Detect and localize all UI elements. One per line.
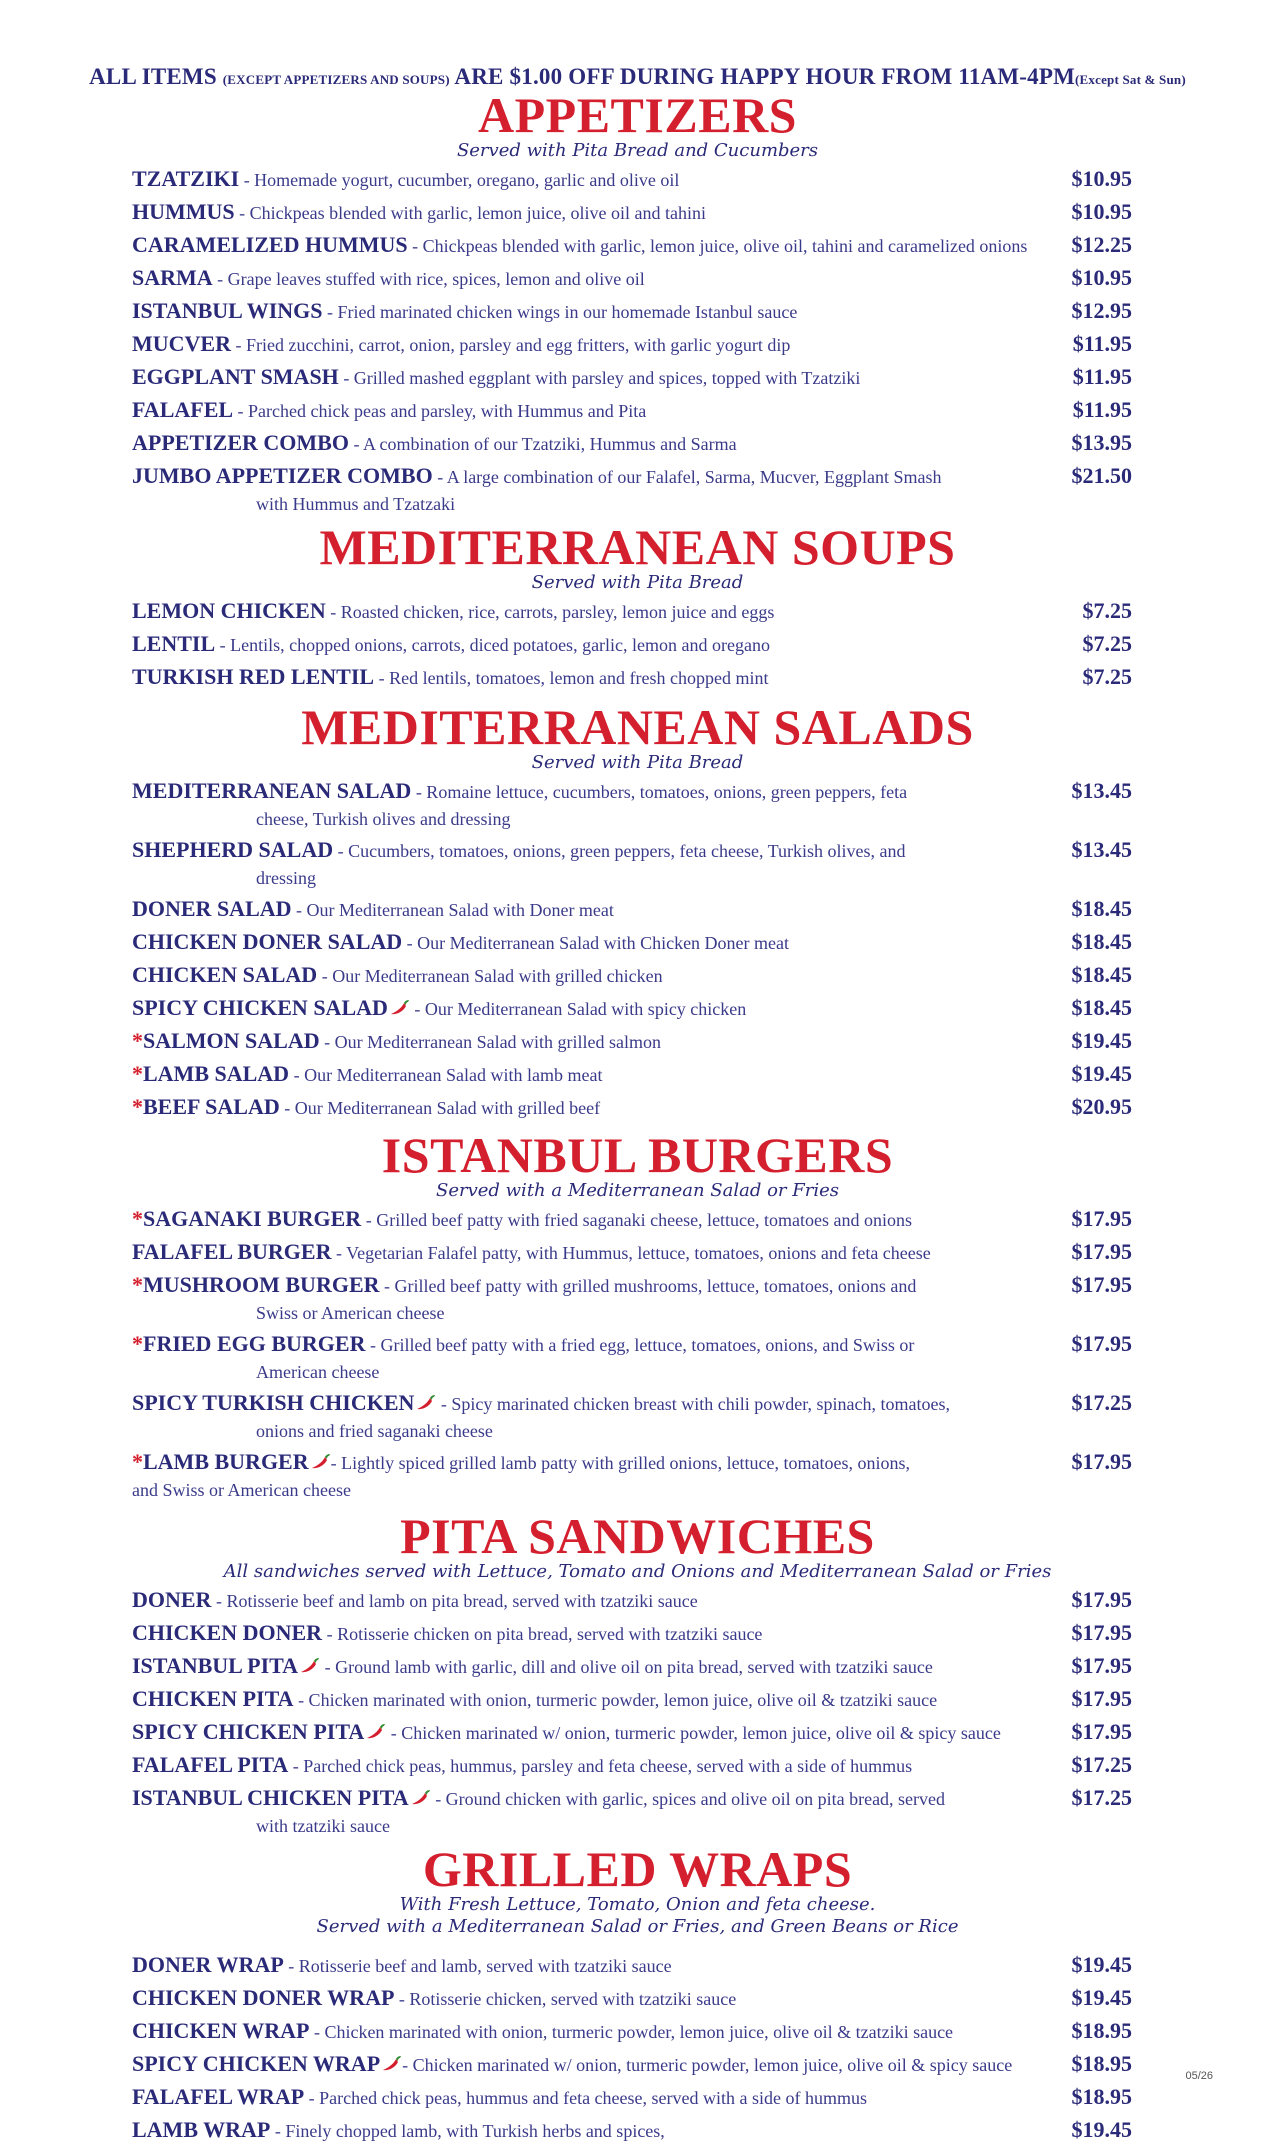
menu-item-text <box>132 2051 1037 2079</box>
menu-item <box>132 1752 1132 1780</box>
menu-item <box>132 1239 1132 1267</box>
menu-item-price: $17.95 <box>1071 1686 1132 1711</box>
menu-item-text <box>132 1719 1037 1747</box>
menu-item-description: - Our Mediterranean Salad with grilled beef <box>279 1098 601 1118</box>
menu-item-description: - Our Mediterranean Salad with Doner meat <box>291 900 614 920</box>
menu-item-price: $11.95 <box>1072 364 1132 389</box>
menu-item-name: LENTIL <box>132 631 216 656</box>
menu-item-price: $12.25 <box>1071 232 1132 257</box>
menu-item-description: - Our Mediterranean Salad with lamb meat <box>289 1065 603 1085</box>
chili-pepper-icon <box>298 1657 320 1675</box>
menu-item-description: - Parched chick peas and parsley, with Hummus and Pita <box>233 401 647 421</box>
menu-item-text <box>132 1620 1037 1648</box>
menu-item-name: DONER <box>132 1587 212 1612</box>
menu-item-name: LAMB SALAD <box>143 1061 290 1086</box>
menu-item-name: ISTANBUL WINGS <box>132 298 323 323</box>
menu-item-list <box>132 598 1132 692</box>
menu-item-name: CHICKEN WRAP <box>132 2018 310 2043</box>
menu-item-price: $19.45 <box>1071 1061 1132 1086</box>
menu-item-description: - Red lentils, tomatoes, lemon and fresh chopped mint <box>374 668 769 688</box>
menu-item-name: FALAFEL PITA <box>132 1752 289 1777</box>
menu-item-price: $17.95 <box>1071 1449 1132 1474</box>
menu-item-price: $7.25 <box>1082 631 1132 656</box>
menu-item-price: $18.45 <box>1071 962 1132 987</box>
menu-item <box>132 1620 1132 1648</box>
menu-item <box>132 1719 1132 1747</box>
menu-item-price: $11.95 <box>1072 331 1132 356</box>
menu-item-text <box>132 1449 1037 1503</box>
menu-item-list <box>132 1206 1132 1503</box>
menu-item <box>132 1785 1132 1839</box>
menu-item-description: - Cucumbers, tomatoes, onions, green peppers, feta cheese, Turkish olives, and <box>333 841 906 861</box>
menu-item-list <box>132 778 1132 1122</box>
menu-item-price: $17.95 <box>1071 1239 1132 1264</box>
menu-item-price: $17.95 <box>1071 1587 1132 1612</box>
section-subtitle: All sandwiches served with Lettuce, Tomato and Onions and Mediterranean Salad or Fries <box>223 1561 1052 1582</box>
menu-item-name: FALAFEL WRAP <box>132 2084 305 2109</box>
menu-item-name: TURKISH RED LENTIL <box>132 664 375 689</box>
menu-item-text <box>132 2084 1037 2112</box>
menu-item-price: $17.95 <box>1071 1719 1132 1744</box>
menu-item-price: $18.95 <box>1071 2018 1132 2043</box>
section-pitas <box>0 1508 1275 1839</box>
menu-item-name: SPICY CHICKEN WRAP <box>132 2051 381 2076</box>
menu-item-name: FRIED EGG BURGER <box>143 1331 366 1356</box>
menu-item-price: $17.95 <box>1071 1653 1132 1678</box>
menu-item <box>132 929 1132 957</box>
menu-item <box>132 1587 1132 1615</box>
menu-item-name: SARMA <box>132 265 213 290</box>
menu-item-description: - Roasted chicken, rice, carrots, parsley, lemon juice and eggs <box>325 602 775 622</box>
menu-item-description-cont: cheese, Turkish olives and dressing <box>256 809 511 829</box>
menu-item-text <box>132 837 1037 891</box>
menu-item-name: CHICKEN DONER WRAP <box>132 1985 395 2010</box>
menu-item <box>132 962 1132 990</box>
menu-item-price: $17.95 <box>1071 1620 1132 1645</box>
menu-item-price: $13.95 <box>1071 430 1132 455</box>
menu-item-list <box>132 166 1132 517</box>
menu-item-description: - Our Mediterranean Salad with grilled salmon <box>319 1032 662 1052</box>
menu-item-price: $20.95 <box>1071 1094 1132 1119</box>
menu-item <box>132 2117 1132 2145</box>
menu-item-description: - Lentils, chopped onions, carrots, diced potatoes, garlic, lemon and oregano <box>215 635 770 655</box>
menu-item-name: EGGPLANT SMASH <box>132 364 339 389</box>
menu-item <box>132 364 1132 392</box>
menu-item-price: $10.95 <box>1071 199 1132 224</box>
menu-item-price: $17.25 <box>1071 1390 1132 1415</box>
menu-item <box>132 1449 1132 1503</box>
menu-item-text <box>132 1785 1037 1839</box>
menu-item-text <box>132 1206 1037 1234</box>
chili-pepper-icon <box>409 1789 431 1807</box>
section-title: ISTANBUL BURGERS <box>381 1127 894 1183</box>
menu-item <box>132 1206 1132 1234</box>
menu-item <box>132 995 1132 1023</box>
menu-item-name: DONER WRAP <box>132 1952 284 1977</box>
menu-item-name: TZATZIKI <box>132 166 240 191</box>
menu-item-description: - Parched chick peas, hummus and feta cheese, served with a side of hummus <box>304 2088 867 2108</box>
menu-item-description: - Romaine lettuce, cucumbers, tomatoes, onions, green peppers, feta <box>411 782 908 802</box>
menu-item <box>132 1061 1132 1089</box>
menu-item-price: $21.50 <box>1071 463 1132 488</box>
menu-item-text <box>132 166 1037 194</box>
menu-item-price: $18.45 <box>1071 896 1132 921</box>
menu-item <box>132 199 1132 227</box>
menu-item-name: MUCVER <box>132 331 231 356</box>
menu-item-description-cont: dressing <box>256 868 316 888</box>
menu-item-text <box>132 1952 1037 1980</box>
raw-warning-asterisk: * <box>132 1028 143 1053</box>
raw-warning-asterisk: * <box>132 1272 143 1297</box>
menu-item <box>132 1272 1132 1326</box>
menu-item-name: SPICY CHICKEN PITA <box>132 1719 365 1744</box>
section-subtitle: With Fresh Lettuce, Tomato, Onion and feta cheese. <box>399 1894 876 1915</box>
menu-item-text <box>132 664 1037 692</box>
raw-warning-asterisk: * <box>132 1094 143 1119</box>
menu-item-text <box>132 778 1037 832</box>
section-subtitle: Served with a Mediterranean Salad or Fries <box>436 1180 839 1201</box>
promo-exception: (EXCEPT APPETIZERS AND SOUPS) <box>222 72 450 87</box>
menu-item-description: - Ground lamb with garlic, dill and olive oil on pita bread, served with tzatziki sauce <box>320 1657 933 1677</box>
menu-item-name: HUMMUS <box>132 199 235 224</box>
menu-item <box>132 1686 1132 1714</box>
menu-item-price: $17.25 <box>1071 1752 1132 1777</box>
menu-item-price: $7.25 <box>1082 664 1132 689</box>
menu-item-description: - Finely chopped lamb, with Turkish herbs and spices, <box>270 2121 665 2141</box>
menu-item <box>132 837 1132 891</box>
raw-warning-asterisk: * <box>132 1331 143 1356</box>
menu-item <box>132 331 1132 359</box>
menu-item-text <box>132 1061 1037 1089</box>
menu-item-text <box>132 929 1037 957</box>
menu-item-description: - Grilled beef patty with grilled mushrooms, lettuce, tomatoes, onions and <box>379 1276 917 1296</box>
menu-item <box>132 631 1132 659</box>
menu-item-description: - Chicken marinated w/ onion, turmeric powder, lemon juice, olive oil & spicy sauce <box>402 2055 1013 2075</box>
menu-item-price: $17.95 <box>1071 1331 1132 1356</box>
menu-item-price: $13.45 <box>1071 837 1132 862</box>
menu-item <box>132 397 1132 425</box>
menu-item-text <box>132 1686 1037 1714</box>
menu-item-description: - Fried marinated chicken wings in our homemade Istanbul sauce <box>322 302 798 322</box>
promo-text: ALL ITEMS <box>89 64 223 89</box>
section-title: APPETIZERS <box>478 87 797 143</box>
menu-item-description: - Chicken marinated w/ onion, turmeric powder, lemon juice, olive oil & spicy sauce <box>386 1723 1001 1743</box>
menu-item-price: $19.45 <box>1071 1985 1132 2010</box>
menu-item-name: SPICY TURKISH CHICKEN <box>132 1390 415 1415</box>
menu-item-text <box>132 1653 1037 1681</box>
menu-item <box>132 1331 1132 1385</box>
menu-item-name: LAMB BURGER <box>143 1449 309 1474</box>
menu-item-description-cont: Swiss or American cheese <box>256 1303 445 1323</box>
menu-item-description: - Rotisserie chicken on pita bread, served with tzatziki sauce <box>322 1624 763 1644</box>
chili-pepper-icon <box>309 1453 331 1471</box>
section-subtitle: Served with Pita Bread <box>531 752 744 773</box>
menu-item-price: $17.25 <box>1071 1785 1132 1810</box>
menu-item-name: ISTANBUL PITA <box>132 1653 299 1678</box>
menu-item-name: DONER SALAD <box>132 896 292 921</box>
menu-item-name: FALAFEL <box>132 397 234 422</box>
menu-item-text <box>132 1331 1037 1385</box>
menu-item-price: $10.95 <box>1071 166 1132 191</box>
menu-item-name: LAMB WRAP <box>132 2117 271 2142</box>
menu-item <box>132 463 1132 517</box>
section-appetizers <box>0 87 1275 517</box>
menu-item-name: FALAFEL BURGER <box>132 1239 332 1264</box>
menu-item-text <box>132 463 1037 517</box>
menu-item-name: CHICKEN SALAD <box>132 962 318 987</box>
menu-item-price: $11.95 <box>1072 397 1132 422</box>
menu-item-text <box>132 331 1037 359</box>
raw-warning-asterisk: * <box>132 1206 143 1231</box>
menu-item-description: - Vegetarian Falafel patty, with Hummus, lettuce, tomatoes, onions and feta cheese <box>331 1243 931 1263</box>
menu-item-name: APPETIZER COMBO <box>132 430 349 455</box>
menu-item-description-cont: and Swiss or American cheese <box>132 1480 351 1500</box>
menu-item-text <box>132 1390 1037 1444</box>
menu-item-description-cont: onions and fried saganaki cheese <box>256 1421 493 1441</box>
menu-item <box>132 1028 1132 1056</box>
menu-item <box>132 1653 1132 1681</box>
menu-item-name: CHICKEN PITA <box>132 1686 294 1711</box>
menu-item-text <box>132 962 1037 990</box>
menu-item-name: CARAMELIZED HUMMUS <box>132 232 408 257</box>
promo-text-hours: ARE $1.00 OFF DURING HAPPY HOUR FROM 11AM-4PM <box>449 64 1075 89</box>
chili-pepper-icon <box>380 2055 402 2073</box>
menu-item-description: - Ground chicken with garlic, spices and olive oil on pita bread, served <box>430 1789 946 1809</box>
menu-item-description: - Grilled beef patty with a fried egg, lettuce, tomatoes, onions, and Swiss or <box>365 1335 915 1355</box>
menu-item-text <box>132 1239 1037 1267</box>
menu-item-description-cont: with tzatziki sauce <box>256 1816 390 1836</box>
menu-item-description-cont: with Hummus and Tzatzaki <box>256 494 456 514</box>
menu-sections <box>0 87 1275 2145</box>
menu-item-description: - Our Mediterranean Salad with grilled chicken <box>317 966 663 986</box>
section-title: PITA SANDWICHES <box>400 1508 875 1564</box>
menu-item-description: - Homemade yogurt, cucumber, oregano, garlic and olive oil <box>239 170 680 190</box>
menu-item-description: - Rotisserie beef and lamb on pita bread, served with tzatziki sauce <box>211 1591 698 1611</box>
menu-item-text <box>132 995 1037 1023</box>
menu-item-name: SHEPHERD SALAD <box>132 837 334 862</box>
menu-item-description: - Grilled mashed eggplant with parsley and spices, topped with Tzatziki <box>338 368 861 388</box>
menu-item <box>132 166 1132 194</box>
section-title: MEDITERRANEAN SALADS <box>301 699 974 755</box>
menu-item-name: JUMBO APPETIZER COMBO <box>132 463 433 488</box>
menu-item-description: - Grilled beef patty with fried saganaki cheese, lettuce, tomatoes and onions <box>361 1210 913 1230</box>
menu-item-name: BEEF SALAD <box>143 1094 280 1119</box>
menu-item-name: LEMON CHICKEN <box>132 598 326 623</box>
section-salads <box>0 699 1275 1122</box>
raw-warning-asterisk: * <box>132 1061 143 1086</box>
menu-item-price: $17.95 <box>1071 1272 1132 1297</box>
menu-item <box>132 1952 1132 1980</box>
menu-item-description: - Parched chick peas, hummus, parsley and feta cheese, served with a side of hummus <box>288 1756 913 1776</box>
menu-item-text <box>132 232 1037 260</box>
menu-item-text <box>132 631 1037 659</box>
menu-item <box>132 265 1132 293</box>
menu-item-description: - Fried zucchini, carrot, onion, parsley and egg fritters, with garlic yogurt dip <box>231 335 791 355</box>
menu-item-description: - Chicken marinated with onion, turmeric powder, lemon juice, olive oil & tzatziki sauce <box>309 2022 954 2042</box>
section-burgers <box>0 1127 1275 1503</box>
menu-item-text <box>132 1985 1037 2013</box>
menu-item-text <box>132 1587 1037 1615</box>
menu-item-price: $18.45 <box>1071 929 1132 954</box>
menu-item <box>132 1094 1132 1122</box>
menu-item <box>132 430 1132 458</box>
menu-item-price: $18.95 <box>1071 2051 1132 2076</box>
menu-item-list <box>132 1587 1132 1839</box>
menu-item <box>132 2084 1132 2112</box>
menu-item-description: - A large combination of our Falafel, Sarma, Mucver, Eggplant Smash <box>432 467 942 487</box>
menu-item-text <box>132 1272 1037 1326</box>
menu-item-price: $12.95 <box>1071 298 1132 323</box>
menu-item-text <box>132 364 1037 392</box>
menu-item-name: MUSHROOM BURGER <box>143 1272 380 1297</box>
menu-item-name: CHICKEN DONER SALAD <box>132 929 403 954</box>
menu-item-price: $7.25 <box>1082 598 1132 623</box>
menu-item-description: - Our Mediterranean Salad with spicy chicken <box>409 999 747 1019</box>
section-subtitle: Served with Pita Bread <box>531 572 744 593</box>
menu-item-list <box>132 1952 1132 2145</box>
menu-item <box>132 298 1132 326</box>
menu-item-name: SALMON SALAD <box>143 1028 320 1053</box>
menu-item <box>132 232 1132 260</box>
menu-item-description: - Chicken marinated with onion, turmeric powder, lemon juice, olive oil & tzatziki sauce <box>293 1690 938 1710</box>
menu-item-name: CHICKEN DONER <box>132 1620 323 1645</box>
menu-item <box>132 2018 1132 2046</box>
menu-item-description: - Spicy marinated chicken breast with chili powder, spinach, tomatoes, <box>436 1394 951 1414</box>
menu-item-text <box>132 298 1037 326</box>
menu-item-price: $19.45 <box>1071 1028 1132 1053</box>
menu-item-description: - A combination of our Tzatziki, Hummus and Sarma <box>348 434 737 454</box>
menu-item-description: - Rotisserie beef and lamb, served with tzatziki sauce <box>283 1956 672 1976</box>
menu-item-description: - Chickpeas blended with garlic, lemon juice, olive oil and tahini <box>234 203 707 223</box>
menu-item-text <box>132 397 1037 425</box>
menu-item-price: $18.95 <box>1071 2084 1132 2109</box>
menu-item-name: SPICY CHICKEN SALAD <box>132 995 388 1020</box>
menu-item-name: ISTANBUL CHICKEN PITA <box>132 1785 409 1810</box>
menu-item-text <box>132 1094 1037 1122</box>
menu-item-description-cont: American cheese <box>256 1362 380 1382</box>
menu-item <box>132 2051 1132 2079</box>
menu-item-price: $19.45 <box>1071 1952 1132 1977</box>
menu-item-text <box>132 430 1037 458</box>
menu-item <box>132 1985 1132 2013</box>
menu-item-description: - Rotisserie chicken, served with tzatziki sauce <box>394 1989 737 2009</box>
menu-item-description: - Our Mediterranean Salad with Chicken Doner meat <box>402 933 790 953</box>
menu-item <box>132 598 1132 626</box>
menu-item-price: $13.45 <box>1071 778 1132 803</box>
menu-item-text <box>132 2117 1037 2145</box>
raw-warning-asterisk: * <box>132 1449 143 1474</box>
menu-item-description: - Grape leaves stuffed with rice, spices, lemon and olive oil <box>212 269 645 289</box>
menu-item-description: - Chickpeas blended with garlic, lemon juice, olive oil, tahini and caramelized onions <box>407 236 1028 256</box>
menu-item-name: MEDITERRANEAN SALAD <box>132 778 412 803</box>
menu-item-text <box>132 1028 1037 1056</box>
footer-code: 05/26 <box>1185 2070 1213 2082</box>
menu-item-price: $10.95 <box>1071 265 1132 290</box>
menu-item-text <box>132 896 1037 924</box>
menu-item-price: $17.95 <box>1071 1206 1132 1231</box>
menu-item-price: $19.45 <box>1071 2117 1132 2142</box>
menu-item <box>132 664 1132 692</box>
menu-item-text <box>132 1752 1037 1780</box>
menu-item-text <box>132 265 1037 293</box>
menu-item-description: - Lightly spiced grilled lamb patty with grilled onions, lettuce, tomatoes, onions, <box>330 1453 911 1473</box>
chili-pepper-icon <box>388 999 410 1017</box>
section-soups <box>0 519 1275 692</box>
menu-item-text <box>132 2018 1037 2046</box>
menu-item-price: $18.45 <box>1071 995 1132 1020</box>
promo-days-exception: (Except Sat & Sun) <box>1075 72 1186 87</box>
section-title: GRILLED WRAPS <box>422 1841 853 1897</box>
menu-item <box>132 778 1132 832</box>
menu-item <box>132 896 1132 924</box>
section-subtitle-2: Served with a Mediterranean Salad or Fries, and Green Beans or Rice <box>316 1916 959 1937</box>
menu-item-name: SAGANAKI BURGER <box>143 1206 362 1231</box>
chili-pepper-icon <box>414 1394 436 1412</box>
section-subtitle: Served with Pita Bread and Cucumbers <box>456 140 819 161</box>
menu-item-text <box>132 199 1037 227</box>
section-title: MEDITERRANEAN SOUPS <box>319 519 956 575</box>
chili-pepper-icon <box>364 1723 386 1741</box>
menu-item <box>132 1390 1132 1444</box>
menu-item-text <box>132 598 1037 626</box>
